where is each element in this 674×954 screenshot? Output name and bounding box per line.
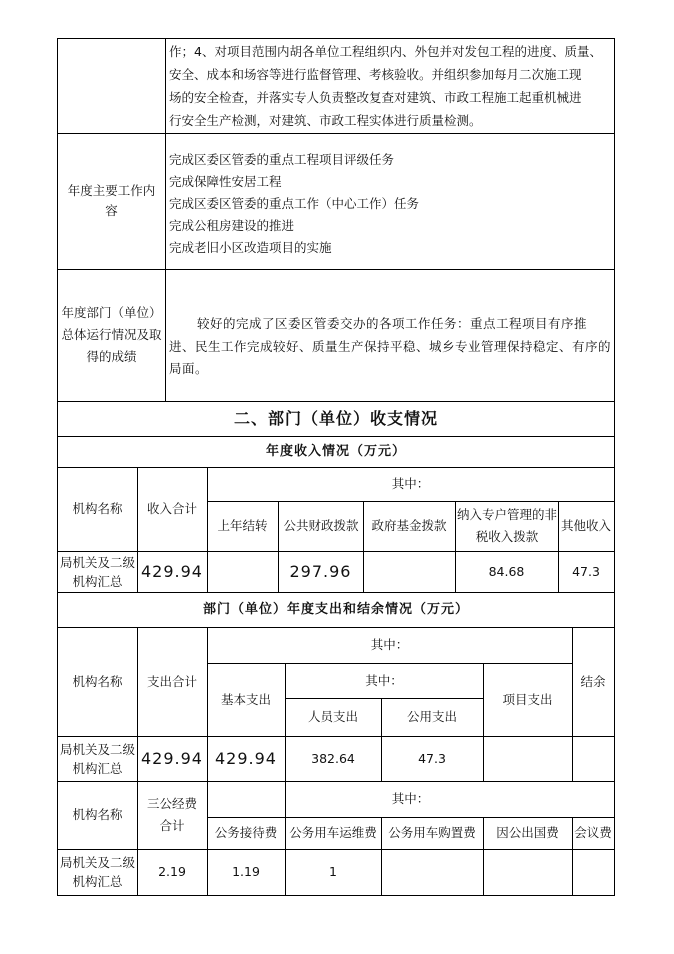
income-row-carryover xyxy=(207,551,278,592)
three-row-meeting xyxy=(572,849,614,895)
overall-label: 年度部门（单位）总体运行情况及取得的成绩 xyxy=(61,305,162,364)
income-govfund-header: 政府基金拨款 xyxy=(371,518,447,533)
main-work-item: 完成保障性安居工程 xyxy=(169,174,282,189)
expense-personnel-header: 人员支出 xyxy=(307,709,358,724)
three-vehicle-buy-header: 公务用车购置费 xyxy=(388,825,476,840)
income-total-header: 收入合计 xyxy=(146,501,197,516)
income-among-header: 其中： xyxy=(391,476,430,491)
income-org-header: 机构名称 xyxy=(72,501,123,516)
three-row-vehicle-buy xyxy=(381,849,483,895)
three-among-header: 其中： xyxy=(391,791,430,806)
expense-title: 部门（单位）年度支出和结余情况（万元） xyxy=(202,601,469,617)
main-work-item: 完成区委区管委的重点工作（中心工作）任务 xyxy=(169,196,420,211)
three-row-vehicle-ops: 1 xyxy=(329,864,337,879)
expense-total-header: 支出合计 xyxy=(146,673,197,689)
continuation-line: 场的安全检查，并落实专人负责整改复查对建筑、市政工程施工起重机械进 xyxy=(169,90,582,105)
expense-row-public: 47.3 xyxy=(418,750,446,766)
three-org-header: 机构名称 xyxy=(72,807,123,822)
section-title: 二、部门（单位）收支情况 xyxy=(233,408,438,428)
three-row-org: 局机关及二级机构汇总 xyxy=(59,855,135,889)
expense-row-balance xyxy=(572,736,614,781)
continuation-line: 作；4、对项目范围内胡各单位工程组织内、外包并对发包工程的进度、质量、 xyxy=(169,44,602,59)
income-row-other: 47.3 xyxy=(572,563,600,579)
expense-row-total: 429.94 xyxy=(141,748,203,768)
income-nontax-header: 纳入专户管理的非税收入拨款 xyxy=(457,507,558,544)
expense-among2-header: 其中： xyxy=(365,672,403,688)
main-work-item: 完成公租房建设的推进 xyxy=(169,218,295,233)
income-row-total: 429.94 xyxy=(141,561,203,581)
three-row-reception: 1.19 xyxy=(232,864,260,879)
main-work-item: 完成老旧小区改造项目的实施 xyxy=(169,240,332,255)
income-other-header: 其他收入 xyxy=(560,518,611,533)
main-work-label: 年度主要工作内容 xyxy=(67,183,156,218)
continuation-line: 行安全生产检测，对建筑、市政工程实体进行质量检测。 xyxy=(169,113,482,128)
three-row-total: 2.19 xyxy=(158,864,186,879)
expense-public-header: 公用支出 xyxy=(406,709,457,724)
report-table xyxy=(57,38,615,896)
income-row-org: 局机关及二级机构汇总 xyxy=(59,554,135,589)
expense-balance-header: 结余 xyxy=(580,673,606,689)
expense-org-header: 机构名称 xyxy=(72,673,123,689)
main-work-item: 完成区委区管委的重点工程项目评级任务 xyxy=(169,152,395,167)
income-row-fiscal: 297.96 xyxy=(289,561,352,581)
three-total-header: 三公经费合计 xyxy=(146,796,197,833)
expense-row-org: 局机关及二级机构汇总 xyxy=(59,741,135,776)
continuation-line: 安全、成本和场容等进行监督管理、考核验收。并组织参加每月二次施工现 xyxy=(169,67,582,82)
expense-row-personnel: 382.64 xyxy=(311,750,355,766)
three-meeting-header: 会议费 xyxy=(574,825,612,840)
income-row-nontax: 84.68 xyxy=(488,563,525,579)
expense-basic-header: 基本支出 xyxy=(220,691,271,707)
expense-among-header: 其中： xyxy=(370,637,409,652)
three-vehicle-ops-header: 公务用车运维费 xyxy=(289,825,377,840)
three-abroad-header: 因公出国费 xyxy=(496,825,559,840)
overall-text: 较好的完成了区委区管委交办的各项工作任务：重点工程项目有序推进、民生工作完成较好、质量生产保持平稳、城乡专业管理保持稳定、有序的局面。 xyxy=(169,316,612,376)
expense-row-project xyxy=(483,736,572,781)
income-fiscal-header: 公共财政拨款 xyxy=(283,518,359,533)
income-row-govfund xyxy=(363,551,455,592)
three-reception-header: 公务接待费 xyxy=(214,825,278,840)
three-row-abroad xyxy=(483,849,572,895)
expense-project-header: 项目支出 xyxy=(502,691,553,707)
income-title: 年度收入情况（万元） xyxy=(265,443,406,459)
expense-row-basic: 429.94 xyxy=(215,748,277,768)
income-carryover-header: 上年结转 xyxy=(217,518,268,533)
